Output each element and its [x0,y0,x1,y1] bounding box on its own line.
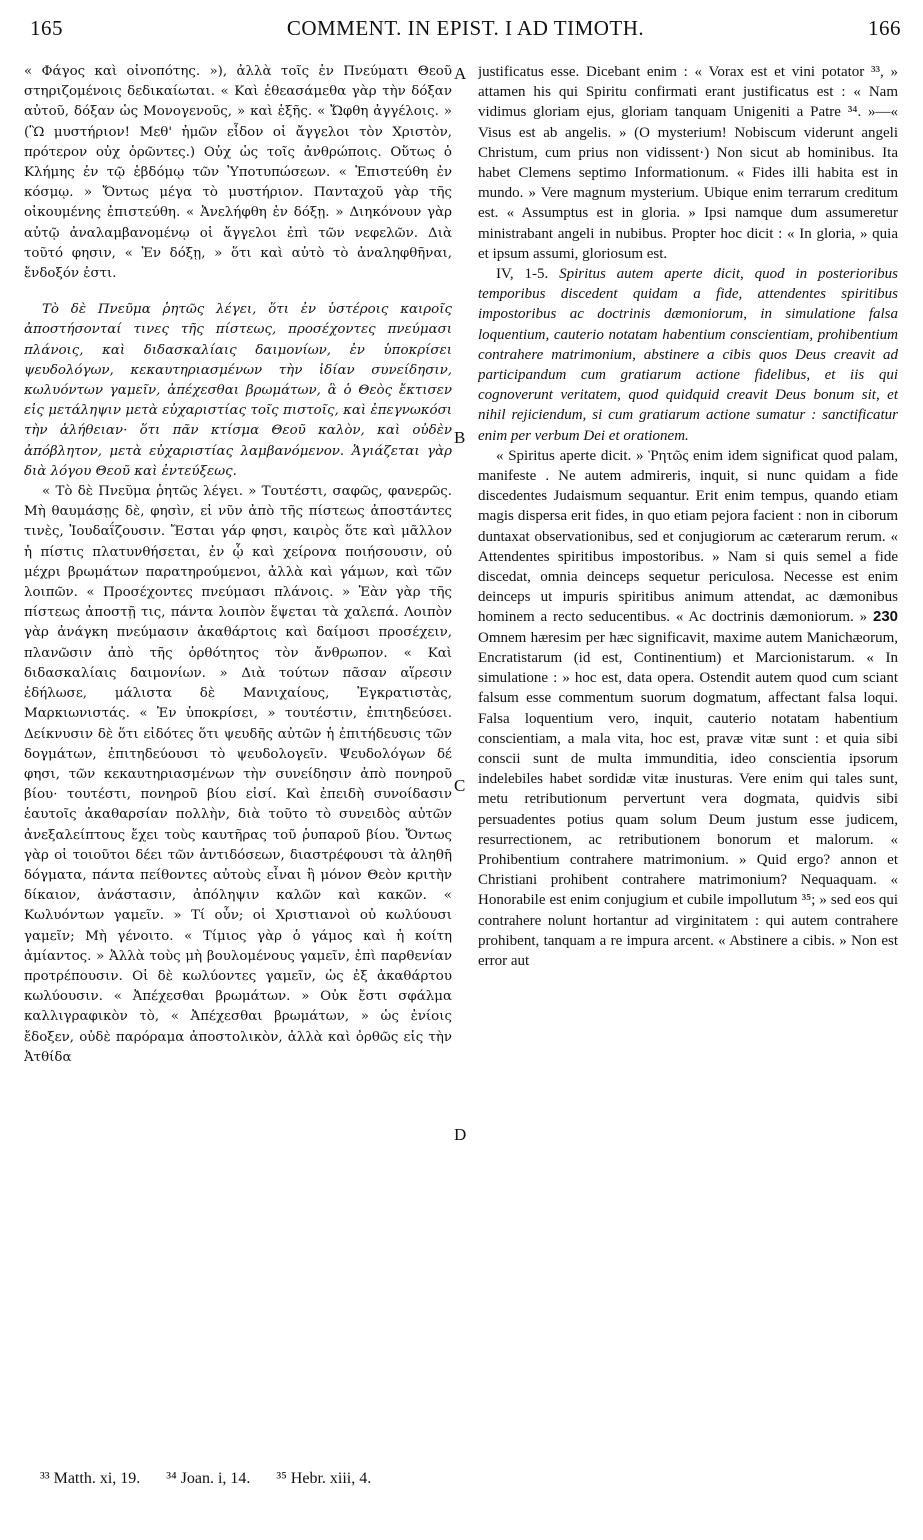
footnotes [40,1470,900,1496]
greek-scripture-text: Τὸ δὲ Πνεῦμα ῥητῶς λέγει, ὅτι ἐν ὑστέροις καιροῖς ἀποστήσονταί τινες τῆς πίστεως, προσέχοντες πνεύμασι πλάνοις, καὶ διδασκαλίαις δαιμονίων, ἐν ὑποκρίσει ψευδολόγων, κεκαυτηριασμένων τὴν ἰδίαν συνείδησιν, κωλυόντων γαμεῖν, ἀπέχεσθαι βρωμάτων, ἃ ὁ Θεὸς ἔκτισεν εἰς μετάληψιν μετὰ εὐχαριστίας τοῖς πιστοῖς, καὶ ἐπεγνωκόσι τὴν ἀλήθειαν· ὅτι πᾶν κτίσμα Θεοῦ καλὸν, καὶ οὐδὲν ἀπόβλητον, μετὰ εὐχαριστίας λαμβανόμενον. Ἁγιάζεται γὰρ διὰ λόγου Θεοῦ καὶ ἐντεύξεως. [24,302,452,479]
margin-letter-b: B [454,428,466,447]
column-marker-number: 230 [872,608,898,626]
latin-scripture-block [478,264,898,446]
greek-paragraph-1: « Φάγος καὶ οἰνοπότης. »), ἀλλὰ τοῖς ἐν Πνεύματι Θεοῦ στηριζομένοις δεδικαίωται. « Καὶ ἐθεασάμεθα γὰρ τὴν δόξαν αὐτοῦ, δόξαν ὡς Μονογενοῦς, » καὶ ἑξῆς. « Ὤφθη ἀγγέλοις. » (Ὢ μυστήριον! Μεθ' ἡμῶν εἶδον οἱ ἄγγελοι τὸν Χριστὸν, πρότερον οὐχ ὁρῶντες.) Οὐχ ὡς τοῖς ἀνθρώποις. Οὕτως ὁ Κλήμης ἐν τῷ ἑβδόμῳ τῶν Ὑποτυπώσεων. « Ἐπιστεύθη ἐν κόσμῳ. » Ὄντως μέγα τὸ μυστήριον. Πανταχοῦ γὰρ τῆς οἰκουμένης ἐπιστεύθη. « Ἀνελήφθη ἐν δόξῃ. » Διηκόνουν γὰρ αὐτῷ ἀναλαμβανομένῳ οἱ ἄγγελοι ἐπὶ τῶν νεφελῶν. Διὰ τοῦτό φησιν, « Ἐν δόξῃ, » ὅτι καὶ αὐτὸ τὸ ἀναληφθῆναι, ἔνδοξόν ἐστι. [24,64,452,282]
page-number-left: 165 [30,16,63,40]
latin-commentary-part-1: « Spiritus aperte dicit. » Ῥητῶς enim idem significat quod palam, manifeste . Ne autem admireris, inquit, si nunc quidam a fide discedentes Judaismum sequantur. Erit enim tempus, quando etiam magis dispersa erit fides, in quo etiam pejora facient : non in ciborum duntaxat observationibus, sed et conjugiorum ac cæterarum rerum. « Attendentes spiritibus impostoribus. » Nam si quis semel a fide discedat, omnia deinceps sequetur periculosa. Necesse est enim deinceps ut impuris spiritibus animum attendat, ac dæmonibus hominem a recto seducentibus. « Ac doctrinis dæmoniorum. » [478,447,898,626]
latin-scripture-text: Spiritus autem aperte dicit, quod in posterioribus temporibus discedent quidam a fide, attendentes spiritibus impostoribus ac doctrinis dæmoniorum, in simulatione falsa loquentium, cauterio notatam habentium conscientiam, prohibentium contrahere matrimonium, abstinere a cibis quos Deus creavit ad participandum cum gratiarum actione fidelibus, et iis qui cognoverunt veritatem, quod quidquid creavit Deus bonum sit, et nihil rejiciendum, si cum gratiarum actione sumatur : sanctificatur enim per verbum Dei et orationem. [478,266,898,444]
margin-letter-a: A [454,64,467,83]
latin-commentary-part-2: Omnem hæresim per hæc significavit, maxime autem Manichæorum, Encratistarum (id est, Continentium) et Marcionistarum. « In simulatione : » hoc est, data opera. Ostendit autem quod cum sciant falsum esse commentum suorum dogmatum, affectant falsa loqui. Falsa loquentium vero, inquit, cauterio notatam habentium conscientiam, a mala vita, hoc est, pravæ vitæ sunt : et quia sibi conscii sunt de multa immunditia, ideo conscientia ipsorum indelebiles habet sordidæ vitæ inusturas. Vere enim qui tales sunt, metu retributionum pervertunt vera dogmata, quidvis sibi persuadentes potius quam solum Deum justum esse judicem, resurrectionem, ac retributionem bonorum et malorum. « Prohibentium contrahere matrimonium. » Quid ergo? annon et Christiani prohibent contrahere matrimonium? Nequaquam. « Honorabile est enim conjugium et cubile impollutum ³⁵; » sed eos qui contrahere nolunt hortantur ad virginitatem : qui autem contrahere prohibent, tanquam a re impura arcent. « Abstinere a cibis. » Non est error aut [478,629,898,969]
page-number-right: 166 [868,16,901,40]
margin-letter-c: C [454,776,466,795]
greek-commentary: « Τὸ δὲ Πνεῦμα ῥητῶς λέγει. » Τουτέστι, σαφῶς, φανερῶς. Μὴ θαυμάσῃς δὲ, φησὶν, εἰ νῦν ἀπὸ τῆς πίστεως ἀποστάντες τινὲς, Ἰουδαΐζουσιν. Ἔσται γάρ φησι, καιρὸς ὅτε καὶ μᾶλλον ἡ πίστις πλατυνθήσεται, ἐν ᾧ καὶ χείρονα ποιήσουσιν, οὐ μέχρι βρωμάτων παρατηρούμενοι, ἀλλὰ καὶ γάμων, καὶ τῶν λοιπῶν. « Προσέχοντες πνεύμασι πλάνοις. » Ἐὰν γὰρ τῆς πίστεως ἀποστῇ τις, πάντα λοιπὸν ἕψεται τὰ χαλεπά. Λοιπὸν γὰρ ἀνάγκη πνεύμασιν ἀκαθάρτοις καὶ δαίμοσι προσέχειν, πλανῶσιν ἀπὸ τῆς ὀρθότητος τὸν ἄνθρωπον. « Καὶ διδασκαλίαις δαιμονίων. » Διὰ τούτων πᾶσαν αἵρεσιν ἐδήλωσε, μάλιστα δὲ Μανιχαίους, Ἐγκρατιστὰς, Μαρκιωνιστάς. « Ἐν ὑποκρίσει, » τουτέστιν, ἐπιτηδεύσει. Δείκνυσιν δὲ ὅτι εἰδότες ὅτι ψευδῆς αὐτῶν ἡ ἐπιτήδευσις τῶν δογμάτων, ἐπιτηδεύουσι τὸ ψευδολογεῖν. Ψευδολόγων δέ φησι, τῶν κεκαυτηριασμένων τὴν συνείδησιν ἀπὸ πονηροῦ βίου· τουτέστι, πονηροῦ βίου εἰσί. Καὶ ἐπειδὴ συνοίδασιν ἑαυτοῖς ἀκαθαρσίαν πολλὴν, διὰ τοῦτο τὸ συνειδὸς αὐτῶν ἀνεξαλείπτους ἔχει τοὺς καυτῆρας τοῦ ῥυπαροῦ βίου. Ὄντως γὰρ οἱ τοιοῦτοι δέει τῶν ἀντιδόσεων, διαστρέφουσι τὰ ἀληθῆ δόγματα, πάντα πείθοντες αὐτοὺς εἶναι ἢ μόνον Θεὸν κριτὴν δίκαιον, ἀνάστασιν, ἀπόληψιν καλῶν καὶ κακῶν. « Κωλυόντων γαμεῖν. » Τί οὖν; οἱ Χριστιανοὶ οὐ κωλύουσι γαμεῖν; Μὴ γένοιτο. « Τίμιος γὰρ ὁ γάμος καὶ ἡ κοίτη ἀμίαντος. » Ἀλλὰ τοὺς μὴ βουλομένους γαμεῖν, ἐπὶ παρθενίαν προτρέπουσιν. Οἱ δὲ κωλύοντες γαμεῖν, ὡς ἐξ ἀκαθάρτου κωλύουσιν. « Ἀπέχεσθαι βρωμάτων. » Οὐκ ἔστι σφάλμα καλλιγραφικὸν τὸ, « Ἀπέχεσθαι βρωμάτων, » ὡς ἐνίοις ἔδοξεν, οὐδὲ παρόραμα ἀποστολικὸν, ἀλλὰ καὶ ὀρθῶς εἰς τὴν Ἀτθίδα [24,484,452,1065]
latin-column [478,62,898,1442]
latin-commentary [478,446,898,971]
margin-letter-d: D [454,1125,467,1144]
running-title: COMMENT. IN EPIST. I AD TIMOTH. [286,16,645,40]
footnote-33: ³³ Matth. xi, 19. [40,1470,141,1487]
greek-column [24,62,452,1442]
chapter-verse-ref: IV, 1-5. [496,266,549,283]
footnote-35: ³⁵ Hebr. xiii, 4. [276,1470,372,1487]
footnote-34: ³⁴ Joan. i, 14. [166,1470,251,1487]
latin-paragraph-1: justificatus esse. Dicebant enim : « Vorax est et vini potator ³³, » attamen his qui Spiritu confirmati erant justificatus est : « Nam vidimus gloriam ejus, gloriam tanquam Unigeniti a Patre ³⁴. »—« Visus est ab angelis. » (O mysterium! Nobiscum viderunt angeli Christum, cum prius non vidissent·) Non sicut ab hominibus. Ita habet Clemens septimo Informationum. « Fides illi habita est in mundo. » Vere magnum mysterium. Ubique enim terrarum creditum est. « Assumptus est in gloria. » Ipsi namque dum assumeretur ministrabant angeli in nubibus. Propter hoc dicit : « In gloria, » quia et ipsum assumi, gloriosum est. [478,64,898,262]
running-header [30,10,901,44]
